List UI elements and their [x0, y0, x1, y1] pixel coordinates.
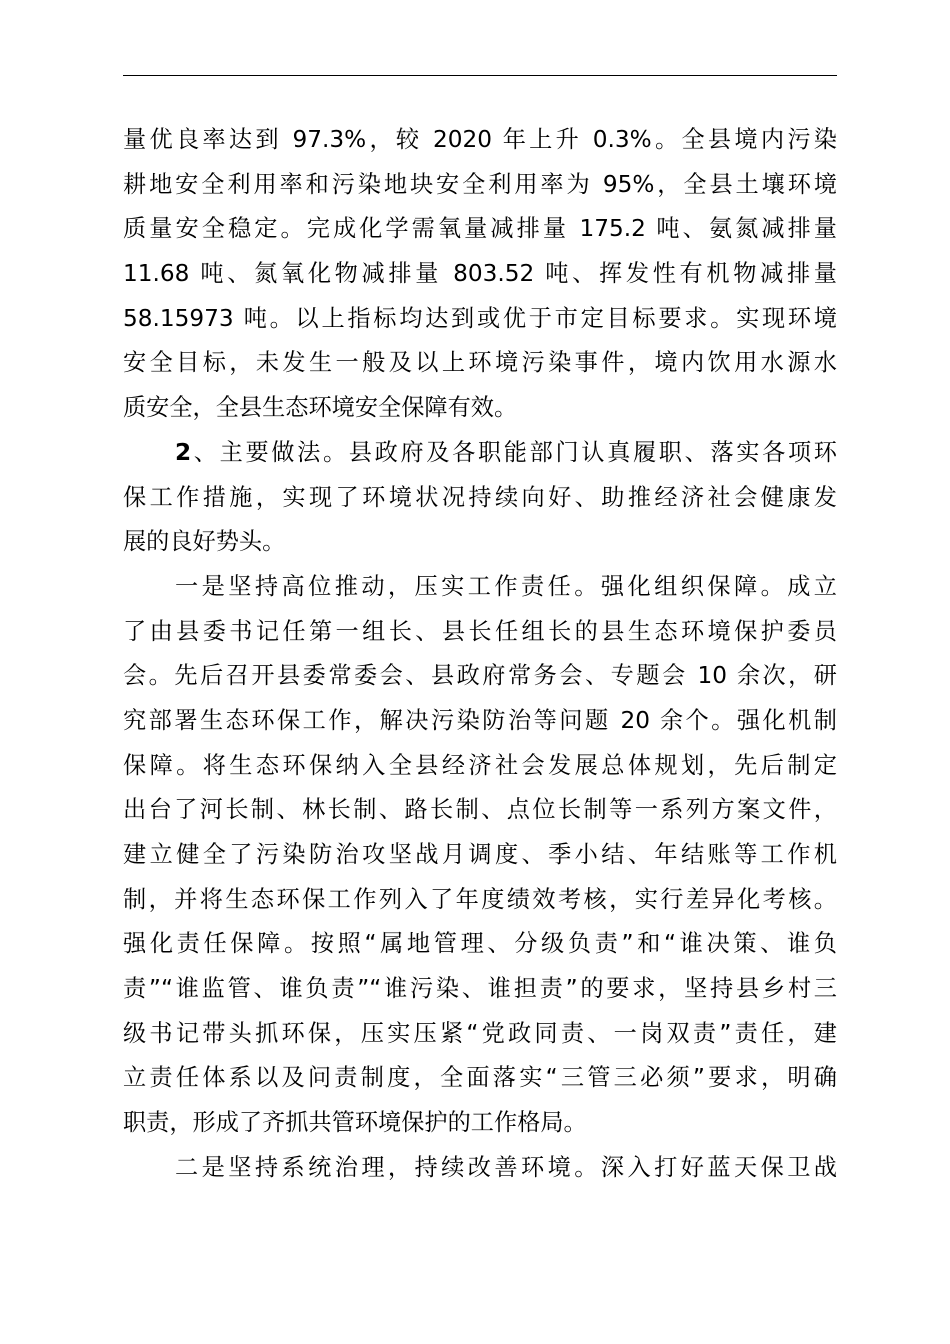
text-line: 立责任体系以及问责制度，全面落实“三管三必须”要求，明确: [123, 1064, 837, 1092]
paragraph: [123, 431, 837, 565]
text-line: 责”“谁监管、谁负责”“谁污染、谁担责”的要求，坚持县乡村三: [123, 975, 837, 1003]
text-line: 制，并将生态环保工作列入了年度绩效考核，实行差异化考核。: [123, 885, 837, 913]
text-line: [123, 431, 837, 476]
text-line: 强化责任保障。按照“属地管理、分级负责”和“谁决策、谁负: [123, 930, 837, 958]
section-number: 2: [175, 438, 192, 466]
text-line: 会。先后召开县委常委会、县政府常务会、专题会 10 余次，研: [123, 662, 837, 690]
text-line: 耕地安全利用率和污染地块安全利用率为 95%，全县土壤环境: [123, 170, 837, 198]
header-rule: [123, 75, 837, 76]
text-line: 质安全，全县生态环境安全保障有效。: [123, 394, 518, 422]
text-line: 级书记带头抓环保，压实压紧“党政同责、一岗双责”责任，建: [123, 1019, 837, 1047]
text-line: 11.68 吨、氮氧化物减排量 803.52 吨、挥发性有机物减排量: [123, 260, 837, 288]
text-line: 58.15973 吨。以上指标均达到或优于市定目标要求。实现环境: [123, 304, 837, 332]
text-line: 保工作措施，实现了环境状况持续向好、助推经济社会健康发: [123, 483, 837, 511]
text-line: 了由县委书记任第一组长、县长任组长的县生态环境保护委员: [123, 617, 837, 645]
text-line: 保障。将生态环保纳入全县经济社会发展总体规划，先后制定: [123, 751, 837, 779]
text-span: 、主要做法。县政府及各职能部门认真履职、落实各项环: [191, 438, 837, 466]
text-line: 究部署生态环保工作，解决污染防治等问题 20 余个。强化机制: [123, 706, 837, 734]
text-line: 量优良率达到 97.3%，较 2020 年上升 0.3%。全县境内污染: [123, 126, 837, 153]
paragraph: [123, 118, 837, 431]
text-line: 二是坚持系统治理，持续改善环境。深入打好蓝天保卫战: [175, 1153, 837, 1181]
paragraph: [123, 565, 837, 1146]
paragraph: [123, 1146, 837, 1191]
text-line: 质量安全稳定。完成化学需氧量减排量 175.2 吨、氨氮减排量: [123, 215, 837, 243]
text-line: 建立健全了污染防治攻坚战月调度、季小结、年结账等工作机: [123, 841, 837, 868]
body-text: [123, 118, 837, 1191]
text-line: 职责，形成了齐抓共管环境保护的工作格局。: [123, 1109, 587, 1137]
text-line: 展的良好势头。: [123, 528, 286, 556]
text-line: 出台了河长制、林长制、路长制、点位长制等一系列方案文件，: [123, 796, 837, 824]
text-line: 一是坚持高位推动，压实工作责任。强化组织保障。成立: [175, 572, 837, 600]
text-line: 安全目标，未发生一般及以上环境污染事件，境内饮用水源水: [123, 349, 837, 377]
